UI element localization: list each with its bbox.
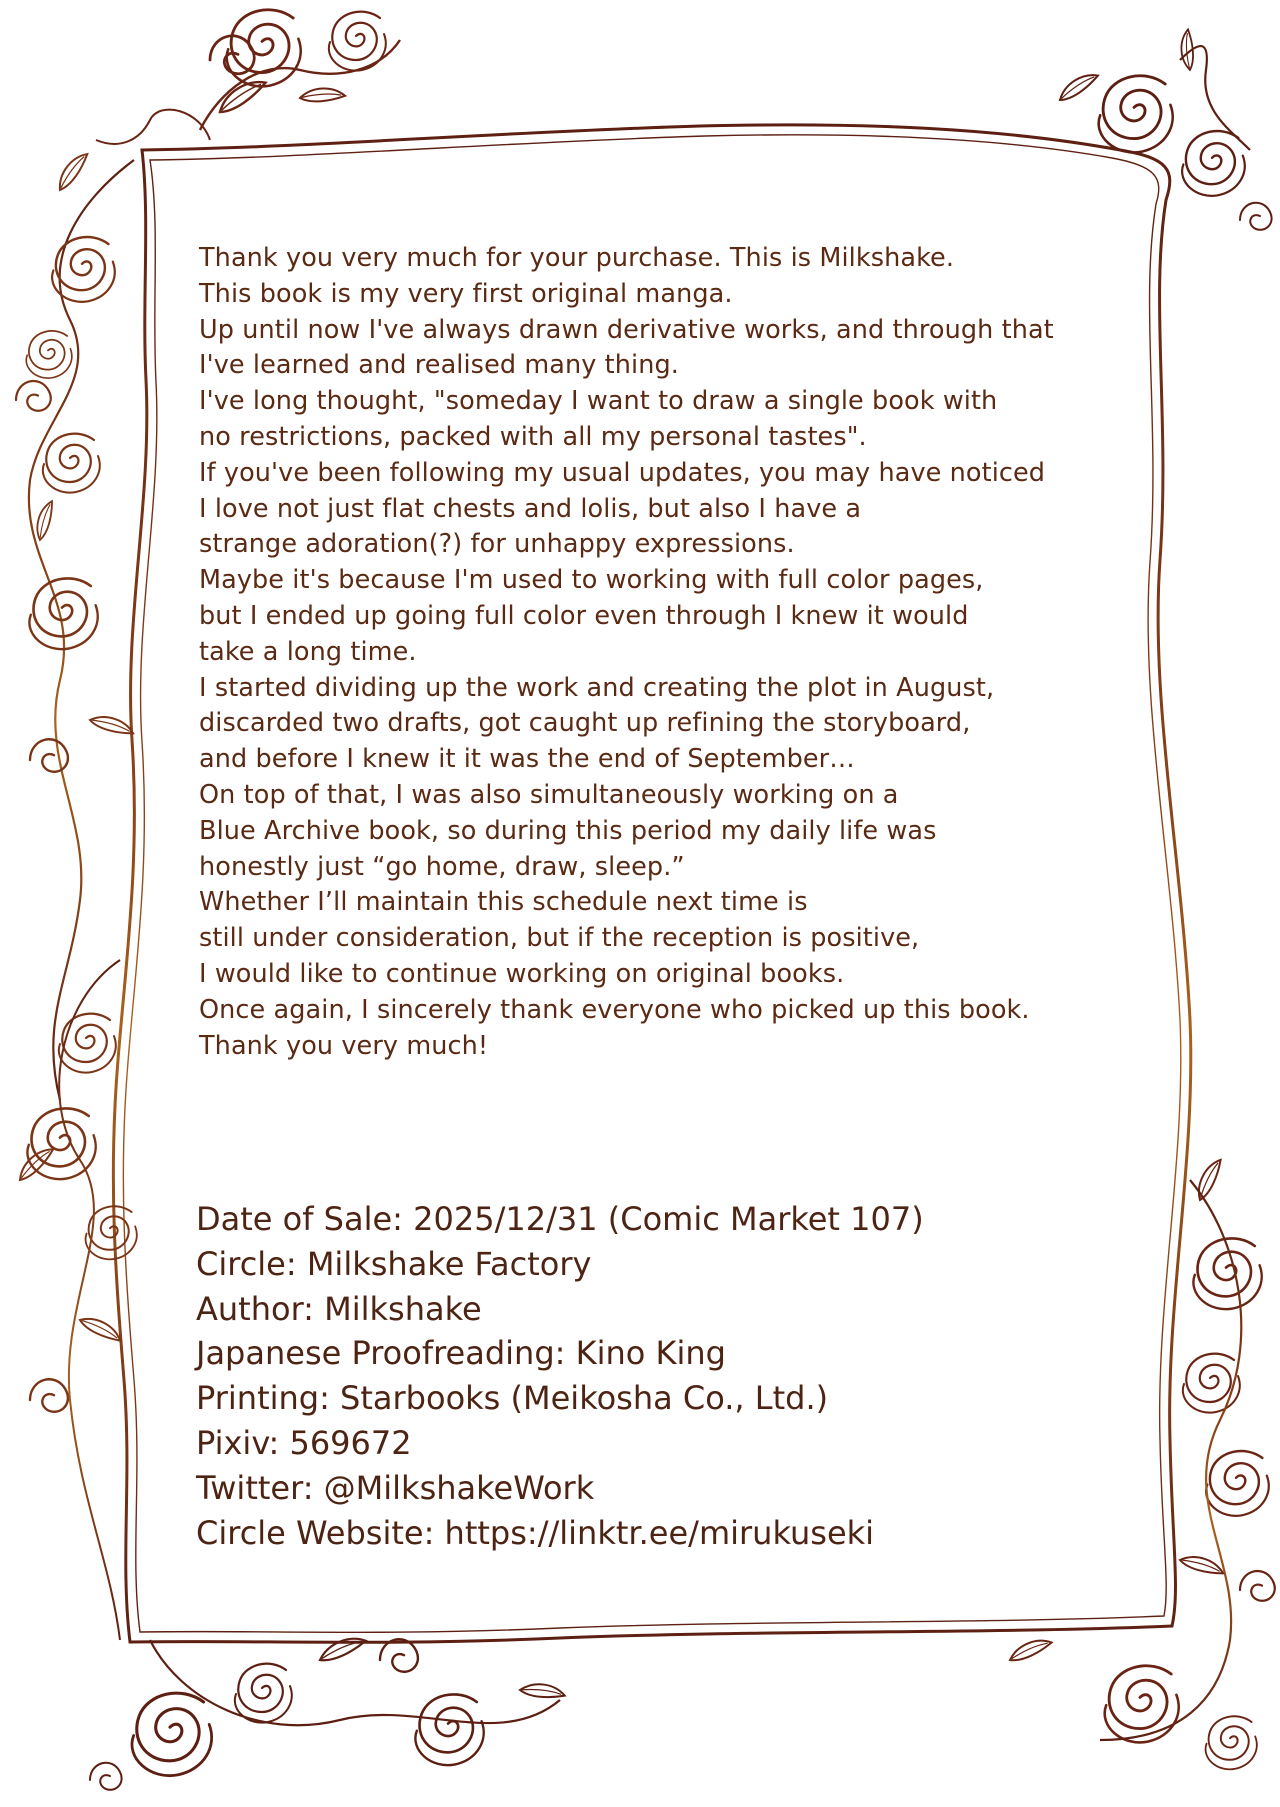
afterword-text <box>199 241 1099 1064</box>
afterword-line: still under consideration, but if the reception is positive, <box>199 923 920 954</box>
afterword-line: Thank you very much for your purchase. This is Milkshake. <box>199 243 955 273</box>
afterword-line: I would like to continue working on original books. <box>199 958 845 989</box>
afterword-line: strange adoration(?) for unhappy expressions. <box>199 529 795 560</box>
afterword-line: Whether I’ll maintain this schedule next time is <box>199 887 808 918</box>
afterword-line: Once again, I sincerely thank everyone who picked up this book. <box>199 994 1030 1025</box>
author: Author: Milkshake <box>196 1289 482 1328</box>
afterword-line: no restrictions, packed with all my personal tastes". <box>199 421 867 452</box>
afterword-line: but I ended up going full color even through I knew it would <box>199 600 969 631</box>
circle-website: Circle Website: https://linktr.ee/mirukuseki <box>196 1513 875 1552</box>
vine-ornament-left <box>16 151 135 1100</box>
afterword-line: take a long time. <box>199 636 417 667</box>
rose-ornament-top-right <box>1055 29 1271 230</box>
rose-ornament-bottom <box>90 1636 566 1789</box>
afterword-line: honestly just “go home, draw, sleep.” <box>199 851 685 882</box>
afterword-line: Up until now I've always drawn derivative works, and through that <box>199 314 1054 345</box>
afterword-line: discarded two drafts, got caught up refining the storyboard, <box>199 708 971 739</box>
afterword-line: This book is my very first original manga. <box>199 278 733 309</box>
colophon <box>196 1197 1096 1555</box>
printing-credit: Printing: Starbooks (Meikosha Co., Ltd.) <box>196 1379 829 1418</box>
afterword-line: I've learned and realised many thing. <box>199 350 679 381</box>
afterword-line: I started dividing up the work and creating the plot in August, <box>199 672 995 703</box>
afterword-line: Blue Archive book, so during this period my daily life was <box>199 815 937 846</box>
proofreading-credit: Japanese Proofreading: Kino King <box>196 1334 726 1373</box>
circle-name: Circle: Milkshake Factory <box>196 1244 592 1283</box>
afterword-line: and before I knew it it was the end of September… <box>199 744 855 775</box>
afterword-line: Thank you very much! <box>199 1030 489 1061</box>
date-of-sale: Date of Sale: 2025/12/31 (Comic Market 107) <box>196 1200 924 1238</box>
afterword-line: If you've been following my usual updates, you may have noticed <box>199 457 1046 488</box>
afterword-line: I've long thought, "someday I want to draw a single book with <box>199 386 998 417</box>
afterword-line: I love not just flat chests and lolis, but also I have a <box>199 493 862 524</box>
pixiv-id: Pixiv: 569672 <box>196 1423 412 1462</box>
afterword-line: Maybe it's because I'm used to working with full color pages, <box>199 565 984 596</box>
afterword-line: On top of that, I was also simultaneously working on a <box>199 779 899 810</box>
rose-ornament-top-left <box>96 10 400 144</box>
twitter-handle: Twitter: @MilkshakeWork <box>196 1468 595 1507</box>
